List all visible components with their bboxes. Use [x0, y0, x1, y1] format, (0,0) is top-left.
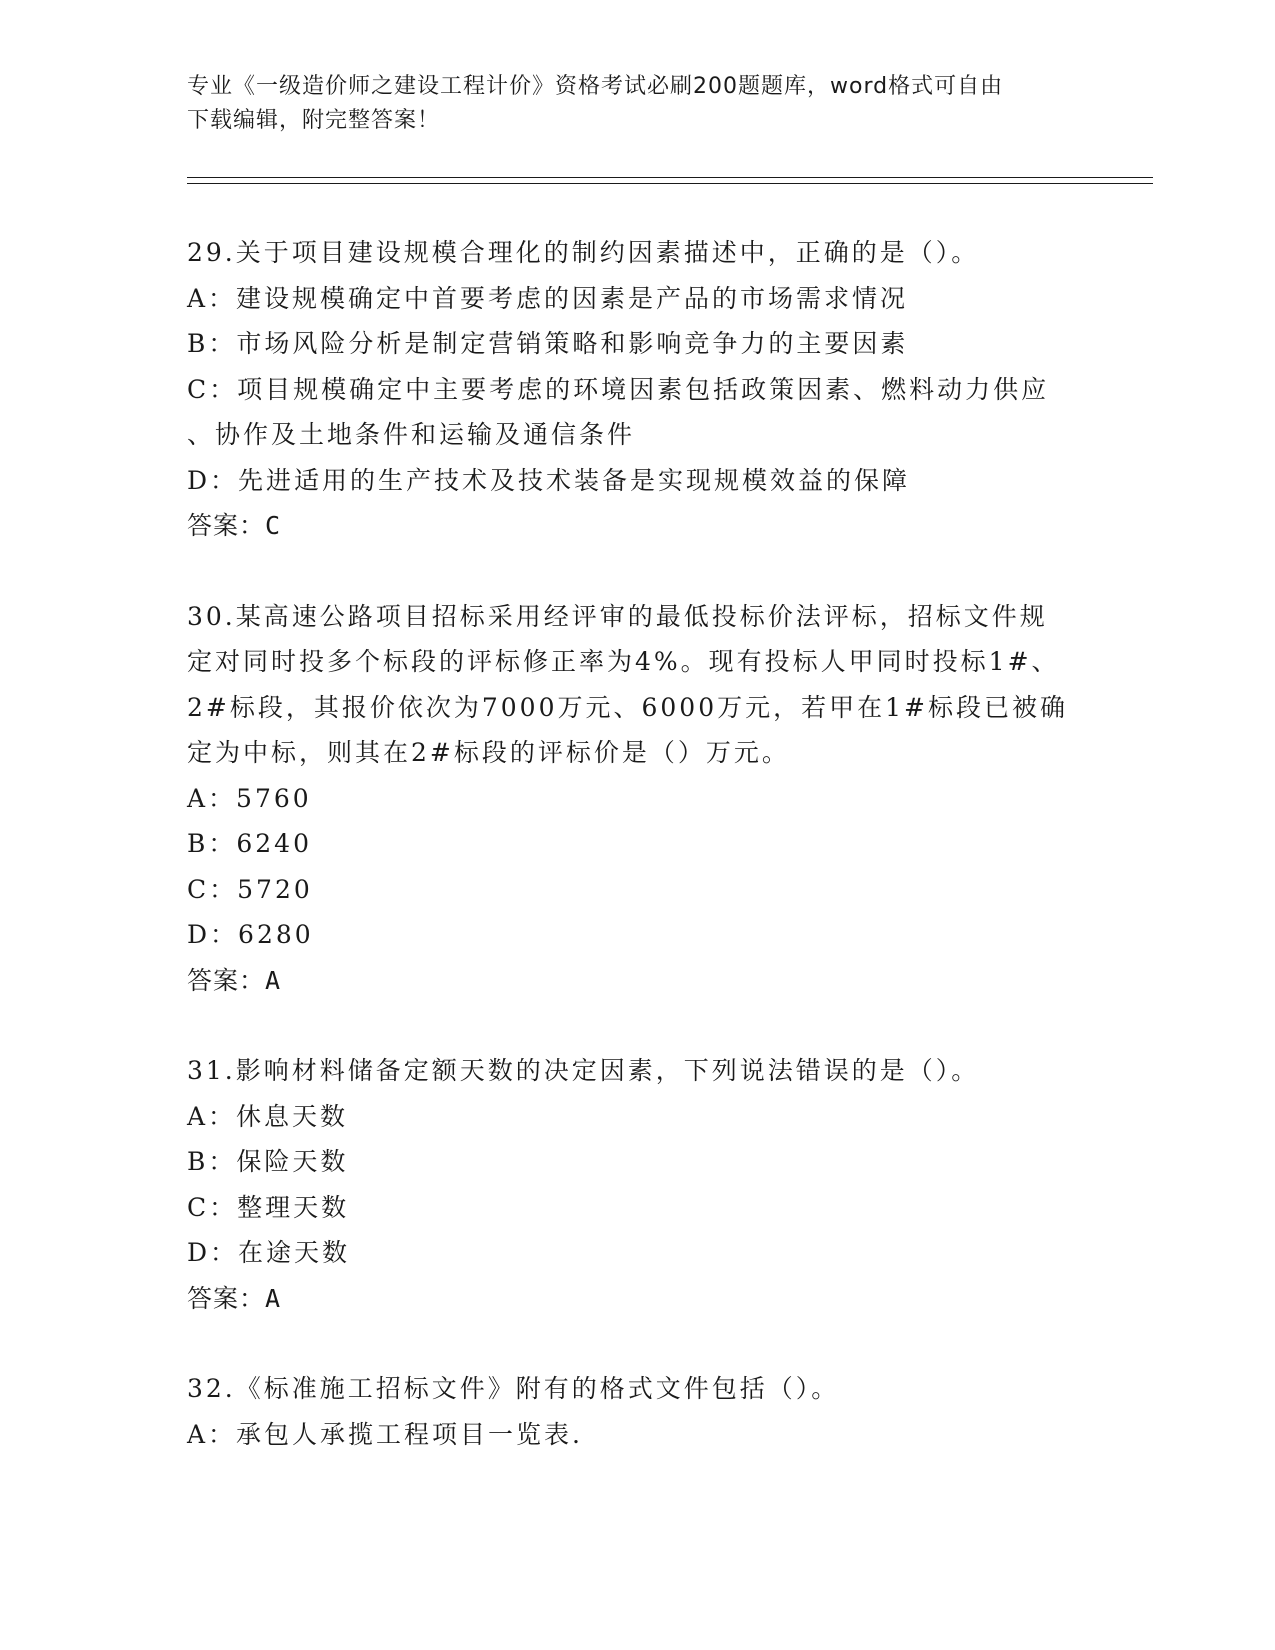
answer-key	[187, 958, 1087, 1004]
answer-option: D：先进适用的生产技术及技术装备是实现规模效益的保障	[187, 465, 911, 495]
question-block	[187, 230, 1087, 549]
document-header	[187, 70, 1067, 138]
answer-key	[187, 503, 1087, 549]
answer-label: 答案：	[187, 511, 266, 540]
answer-value: A	[265, 1283, 282, 1313]
question-stem-line: 30.某高速公路项目招标采用经评审的最低投标价法评标，招标文件规	[187, 601, 1048, 631]
question-stem-line: 定为中标，则其在2#标段的评标价是（）万元。	[187, 738, 790, 767]
question-stem-line: 31.影响材料储备定额天数的决定因素，下列说法错误的是（）。	[187, 1056, 980, 1085]
answer-option: B：保险天数	[187, 1147, 349, 1176]
answer-value: A	[265, 965, 282, 995]
question-block	[187, 1048, 1087, 1321]
answer-option: A：休息天数	[187, 1101, 349, 1131]
intro-line-2: 下载编辑，附完整答案！	[187, 108, 441, 133]
answer-option: A：5760	[187, 783, 312, 813]
answer-label: 答案：	[187, 1283, 266, 1313]
answer-key	[187, 1276, 1087, 1322]
answer-value: C	[265, 511, 282, 540]
answer-option: C：项目规模确定中主要考虑的环境因素包括政策因素、燃料动力供应	[187, 374, 1050, 404]
answer-option: A：建设规模确定中首要考虑的因素是产品的市场需求情况	[187, 283, 909, 313]
question-stem-line: 32.《标准施工招标文件》附有的格式文件包括（）。	[187, 1374, 840, 1403]
question-stem-line: 定对同时投多个标段的评标修正率为4%。现有投标人甲同时投标1#、	[187, 647, 1060, 676]
answer-option: B：市场风险分析是制定营销策略和影响竞争力的主要因素	[187, 329, 909, 358]
answer-option: C：5720	[187, 874, 313, 904]
question-block	[187, 1366, 1087, 1457]
header-rule-top	[187, 177, 1153, 178]
intro-line-1: 专业《一级造价师之建设工程计价》资格考试必刷200题题库，word格式可自由	[187, 74, 1004, 99]
answer-option: A：承包人承揽工程项目一览表.	[187, 1419, 584, 1449]
question-list	[187, 230, 1087, 1502]
answer-option: B：6240	[187, 829, 312, 858]
answer-option: D：6280	[187, 920, 314, 949]
question-stem-line: 29.关于项目建设规模合理化的制约因素描述中，正确的是（）。	[187, 238, 980, 267]
answer-label: 答案：	[187, 965, 266, 995]
header-rule-bottom	[187, 183, 1153, 184]
answer-option: 、协作及土地条件和运输及通信条件	[187, 420, 636, 449]
answer-option: D：在途天数	[187, 1238, 351, 1267]
question-stem-line: 2#标段，其报价依次为7000万元、6000万元，若甲在1#标段已被确	[187, 692, 1068, 722]
answer-option: C：整理天数	[187, 1192, 350, 1222]
question-block	[187, 594, 1087, 1004]
